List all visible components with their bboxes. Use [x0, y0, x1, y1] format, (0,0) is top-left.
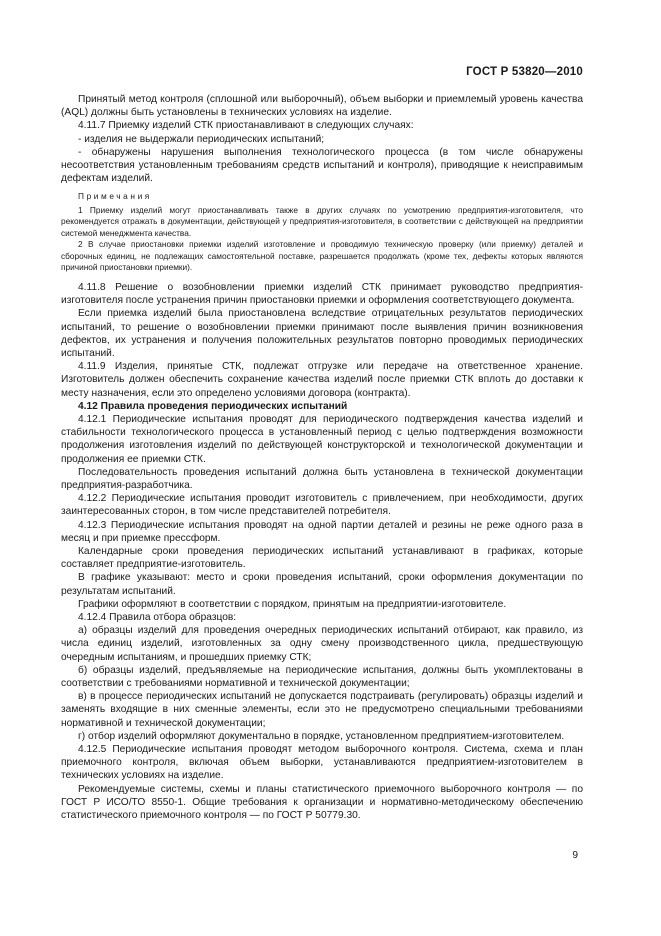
- notes-title: Примечания: [78, 191, 152, 202]
- paragraph: В графике указывают: место и сроки проведения испытаний, сроки оформления документации по результатам испытаний.: [61, 572, 583, 597]
- page-body: [61, 93, 583, 822]
- paragraph: 4.12.4 Правила отбора образцов:: [78, 612, 237, 623]
- list-item: - изделия не выдержали периодических испытаний;: [78, 133, 325, 145]
- note-item: 2 В случае приостановки приемки изделий изготовление и проводимую техническую проверку (или приемку) деталей и сборочных единиц, не подлежащих самостоятельной поставке, разрешается продолжать (кроме тех, дефекты которых являются причиной приостановки приемки).: [61, 239, 583, 273]
- paragraph: 4.12.3 Периодические испытания проводят на одной партии деталей и резины не реже одного раза в месяц и при приемке прессформ.: [61, 519, 583, 544]
- standard-header: ГОСТ Р 53820—2010: [466, 66, 583, 78]
- list-item: г) отбор изделий оформляют документально в порядке, установленном предприятием-изготовителем.: [78, 730, 565, 742]
- paragraph: 4.11.8 Решение о возобновлении приемки изделий СТК принимает руководство предприятия-изготовителя после устранения причин приостановки приемки и оформления соответствующего документа.: [61, 281, 583, 307]
- list-item: а) образцы изделий для проведения очередных периодических испытаний отбирают, как правило, из числа единиц изделий, изготовленных за одну смену производственного цикла, предшествующую очередным испытаниям, и прошедших приемку СТК;: [61, 625, 583, 663]
- notes-block: [61, 191, 583, 274]
- paragraph: Календарные сроки проведения периодических испытаний устанавливают в графиках, которые составляет предприятие-изготовитель.: [61, 545, 583, 571]
- paragraph: Последовательность проведения испытаний должна быть установлена в технической документации предприятия-разработчика.: [61, 466, 583, 491]
- list-item: в) в процессе периодических испытаний не допускается подстраивать (регулировать) образцы изделий и заменять входящие в них сменные элементы, если это не предусмотрено специальными требованиями нормативной и технической документации;: [61, 691, 583, 729]
- paragraph: Если приемка изделий была приостановлена вследствие отрицательных результатов периодических испытаний, то решение о возобновлении приемки принимают после выявления причин возникновения дефектов, их устранения и получения положительных результатов повторно проводимых периодических испытаний.: [61, 308, 583, 359]
- paragraph: 4.12.2 Периодические испытания проводит изготовитель с привлечением, при необходимости, других заинтересованных сторон, в том числе представителей потребителя.: [61, 493, 583, 518]
- section-heading: 4.12 Правила проведения периодических испытаний: [78, 400, 348, 412]
- paragraph: 4.11.9 Изделия, принятые СТК, подлежат отгрузке или передаче на ответственное хранение. Изготовитель должен обеспечить сохранение качества изделий после приемки СТК вплоть до доставки к месту назначения, если это определено условиями договора (контракта).: [61, 361, 583, 399]
- list-item: б) образцы изделий, предъявляемые на периодические испытания, должны быть укомплектованы в соответствии с требованиями нормативной и технической документации;: [61, 664, 583, 690]
- note-item: 1 Приемку изделий могут приостанавливать также в других случаях по усмотрению предприятия-изготовителя, что рекомендуется отражать в документации, действующей у предприятия-изготовителя, в соответствии с действующей на предприятии системой менеджмента качества.: [61, 204, 583, 238]
- paragraph: Рекомендуемые системы, схемы и планы статистического приемочного выборочного контроля — по ГОСТ Р ИСО/ТО 8550-1. Общие требования к организации и нормативно-методическому обеспечению статистического приемочного контроля — по ГОСТ Р 50779.30.: [61, 783, 583, 822]
- paragraph: Графики оформляют в соответствии с порядком, принятым на предприятии-изготовителе.: [78, 598, 507, 610]
- paragraph: 4.11.7 Приемку изделий СТК приостанавливают в следующих случаях:: [78, 120, 414, 132]
- paragraph: Принятый метод контроля (сплошной или выборочный), объем выборки и приемлемый уровень качества (AQL) должны быть установлены в технических условиях на изделие.: [61, 94, 583, 119]
- page-number: 9: [572, 850, 578, 861]
- paragraph: 4.12.5 Периодические испытания проводят методом выборочного контроля. Система, схема и план приемочного контроля, включая объем выборки, устанавливаются предприятием-изготовителем в технических условиях на изделие.: [61, 744, 583, 782]
- spacer: [61, 274, 583, 281]
- paragraph: 4.12.1 Периодические испытания проводят для периодического подтверждения качества изделий и стабильности технологического процесса в установленный период с целью подтверждения возможности продолжения изготовления изделий по действующей конструкторской и технологической документации и продолжения ее приемки СТК.: [61, 413, 583, 465]
- list-item: - обнаружены нарушения выполнения технологического процесса (в том числе обнаружены несоответствия установленным требованиям средств испытаний и контроля), приводящие к неисправимым дефектам изделий.: [61, 146, 583, 185]
